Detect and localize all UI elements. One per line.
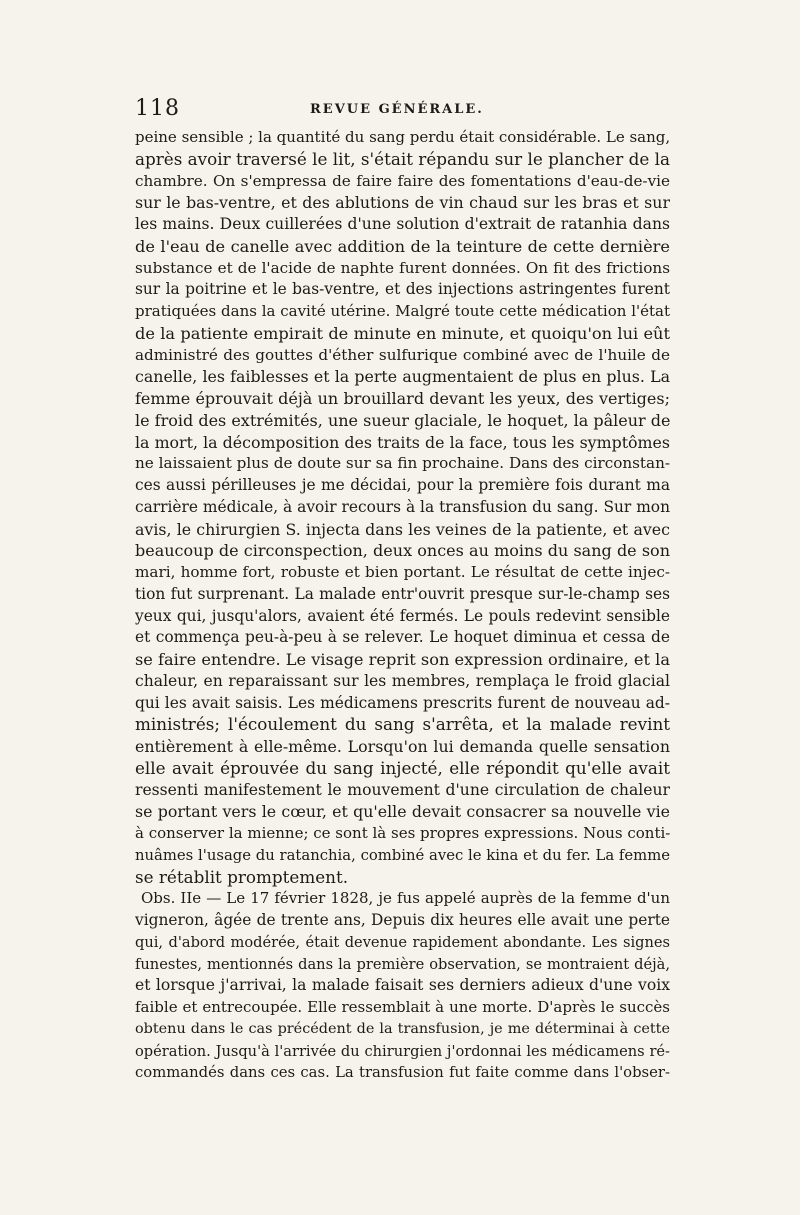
text-line: et lorsque j'arrivai, la malade faisait ses derniers adieux d'une voix [135, 976, 670, 995]
running-head: REVUE GÉNÉRALE. [310, 102, 484, 117]
text-line: administré des gouttes d'éther sulfurique combiné avec de l'huile de [135, 345, 670, 364]
text-line: se portant vers le cœur, et qu'elle devait consacrer sa nouvelle vie [135, 802, 670, 822]
text-line: vigneron, âgée de trente ans, Depuis dix heures elle avait une perte [135, 911, 670, 929]
text-line: yeux qui, jusqu'alors, avaient été fermés. Le pouls redevint sensible [135, 606, 670, 625]
text-line: de l'eau de canelle avec addition de la teinture de cette dernière [135, 236, 670, 256]
text-line: le froid des extrémités, une sueur glaciale, le hoquet, la pâleur de [135, 410, 670, 430]
text-line: sur la poitrine et le bas-ventre, et des injections astringentes furent [135, 280, 670, 299]
text-line: à conserver la mienne; ce sont là ses propres expressions. Nous conti- [135, 824, 670, 842]
text-line: les mains. Deux cuillerées d'une solution d'extrait de ratanhia dans [135, 215, 670, 233]
text-line: obtenu dans le cas précédent de la transfusion, je me déterminai à cette [135, 1020, 670, 1037]
text-line: de la patiente empirait de minute en minute, et quoiqu'on lui eût [135, 323, 670, 343]
text-line: funestes, mentionnés dans la première observation, se montraient déjà, [135, 955, 670, 973]
text-line: nuâmes l'usage du ratanchia, combiné avec le kina et du fer. La femme [135, 846, 670, 864]
text-line: carrière médicale, à avoir recours à la transfusion du sang. Sur mon [135, 497, 670, 516]
text-line: tion fut surprenant. La malade entr'ouvrit presque sur-le-champ ses [135, 584, 670, 603]
text-line: la mort, la décomposition des traits de la face, tous les symptômes [135, 432, 670, 452]
text-line: qui, d'abord modérée, était devenue rapidement abondante. Les signes [135, 933, 670, 951]
paragraph-last-line: se rétablit promptement. [135, 866, 349, 887]
page-header [135, 96, 670, 120]
text-line: commandés dans ces cas. La transfusion fut faite comme dans l'obser- [135, 1064, 670, 1082]
text-line: chaleur, en reparaissant sur les membres, remplaça le froid glacial [135, 671, 670, 690]
text-line: avis, le chirurgien S. injecta dans les veines de la patiente, et avec [135, 519, 670, 539]
text-line: ministrés; l'écoulement du sang s'arrêta, et la malade revint [135, 714, 670, 735]
text-line: canelle, les faiblesses et la perte augmentaient de plus en plus. La [135, 367, 670, 387]
text-line: qui les avait saisis. Les médicamens prescrits furent de nouveau ad- [135, 693, 670, 712]
observation-heading-line: Obs. IIe — Le 17 février 1828, je fus appelé auprès de la femme d'un [141, 889, 670, 908]
text-line: elle avait éprouvée du sang injecté, elle répondit qu'elle avait [135, 757, 670, 778]
text-line: entièrement à elle-même. Lorsqu'on lui demanda quelle sensation [135, 737, 670, 756]
text-line: après avoir traversé le lit, s'était répandu sur le plancher de la [135, 148, 670, 169]
text-line: opération. Jusqu'à l'arrivée du chirurgien j'ordonnai les médicamens ré- [135, 1042, 670, 1060]
text-line: chambre. On s'empressa de faire faire des fomentations d'eau-de-vie [135, 171, 670, 190]
text-line: faible et entrecoupée. Elle ressemblait à une morte. D'après le succès [135, 998, 670, 1016]
text-line: beaucoup de circonspection, deux onces au moins du sang de son [135, 541, 670, 561]
text-line: ces aussi périlleuses je me décidai, pour la première fois durant ma [135, 476, 670, 494]
text-line: se faire entendre. Le visage reprit son expression ordinaire, et la [135, 650, 670, 669]
page-number: 118 [135, 96, 180, 121]
text-line: substance et de l'acide de naphte furent données. On fit des frictions [135, 258, 670, 277]
body-text [135, 127, 670, 1084]
text-line: ressenti manifestement le mouvement d'une circulation de chaleur [135, 780, 670, 799]
text-line: ne laissaient plus de doute sur sa fin prochaine. Dans des circonstan- [135, 454, 670, 473]
text-line: femme éprouvait déjà un brouillard devant les yeux, des vertiges; [135, 389, 670, 408]
text-line: mari, homme fort, robuste et bien portant. Le résultat de cette injec- [135, 563, 670, 581]
text-line: et commença peu-à-peu à se relever. Le hoquet diminua et cessa de [135, 628, 670, 647]
text-line: sur le bas-ventre, et des ablutions de vin chaud sur les bras et sur [135, 193, 670, 213]
text-line: pratiquées dans la cavité utérine. Malgré toute cette médication l'état [135, 302, 670, 320]
text-line: peine sensible ; la quantité du sang perdu était considérable. Le sang, [135, 128, 670, 146]
